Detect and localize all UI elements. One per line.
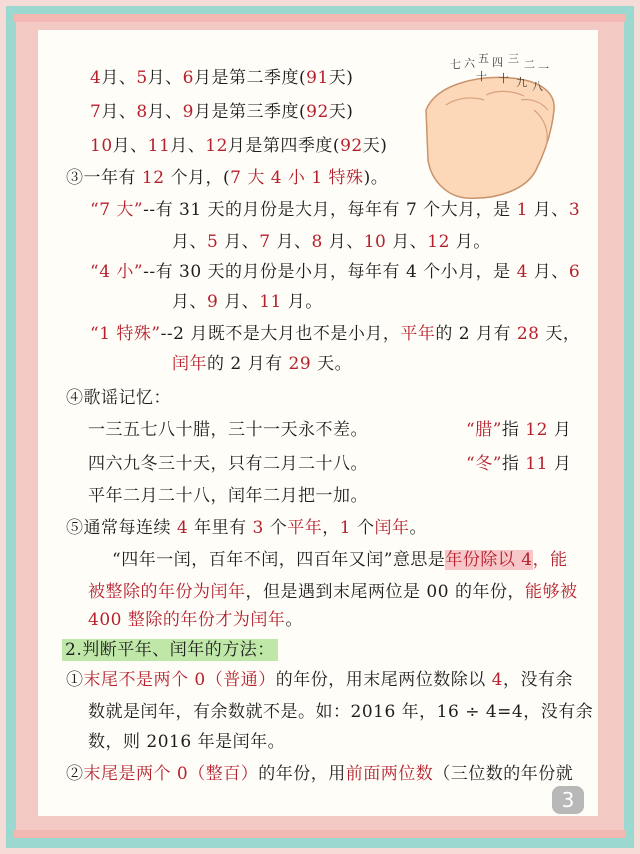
hand-label: 一 (538, 62, 549, 75)
special-month-line: “1 特殊”--2 月既不是大月也不是小月，平年的 2 月有 28 天， (90, 324, 581, 344)
frame-stripe-bottom (14, 830, 626, 838)
rhyme-note-2: “冬”指 11 月 (466, 454, 572, 474)
method-2-line-1: ②末尾是两个 0（整百）的年份，用前面两位数（三位数的年份就 (66, 764, 574, 784)
hand-label: 四 (492, 56, 503, 69)
leap-rule-line-2: 被整除的年份为闰年，但是遇到末尾两位是 00 的年份，能够被 (88, 582, 578, 602)
frame-stripe-top (14, 14, 626, 22)
method-1-line-1: ①末尾不是两个 0（普通）的年份，用末尾两位数除以 4，没有余 (66, 670, 573, 690)
hand-label: 六 (464, 57, 475, 70)
hand-label: 三 (508, 52, 519, 65)
rhyme-line-3: 平年二月二十八，闰年二月把一加。 (88, 486, 368, 506)
big-months-line: “7 大”--有 31 天的月份是大月，每年有 7 个大月，是 1 月、3 (90, 200, 581, 220)
big-months-list-line: 月、5 月、7 月、8 月、10 月、12 月。 (172, 232, 491, 252)
rhyme-heading: ④歌谣记忆： (66, 388, 171, 408)
leap-rule-line-1: “四年一闰，百年不闰，四百年又闰”意思是年份除以 4，能 (112, 550, 568, 570)
hand-label: 五 (478, 52, 489, 65)
leap-rule-line-3: 400 整除的年份才为闰年。 (88, 610, 303, 630)
rhyme-note-1: “腊”指 12 月 (466, 420, 572, 440)
page-number-badge: 3 (552, 786, 584, 814)
knuckle-hand-illustration (416, 50, 566, 200)
rhyme-line-1: 一三五七八十腊，三十一天永不差。 (88, 420, 368, 440)
quarter-2-line: 4月、5月、6月是第二季度(91天) (90, 68, 354, 88)
hand-label: 九 (516, 76, 527, 89)
small-months-list-line: 月、9 月、11 月。 (172, 292, 323, 312)
small-months-line: “4 小”--有 30 天的月份是小月，每年有 4 个小月，是 4 月、6 (90, 262, 581, 282)
hand-label: 十 (498, 72, 509, 85)
leap-cycle-line: ⑤通常每连续 4 年里有 3 个平年，1 个闰年。 (66, 518, 428, 538)
hand-label: 七 (450, 58, 461, 71)
hand-label: 十 (476, 70, 487, 83)
section-heading: 2.判断平年、闰年的方法： (62, 638, 278, 662)
method-1-line-3: 数，则 2016 年是闰年。 (88, 732, 286, 752)
leap-feb-line: 闰年的 2 月有 29 天。 (172, 354, 353, 374)
method-1-line-2: 数就是闰年，有余数就不是。如：2016 年，16 ÷ 4=4，没有余 (88, 702, 594, 722)
rhyme-line-2: 四六九冬三十天，只有二月二十八。 (88, 454, 368, 474)
hand-label: 二 (524, 58, 535, 71)
hand-label: 八 (532, 80, 543, 93)
quarter-3-line: 7月、8月、9月是第三季度(92天) (90, 102, 354, 122)
quarter-4-line: 10月、11月、12月是第四季度(92天) (90, 136, 388, 156)
months-count-line: ③一年有 12 个月，(7 大 4 小 1 特殊)。 (66, 168, 389, 188)
